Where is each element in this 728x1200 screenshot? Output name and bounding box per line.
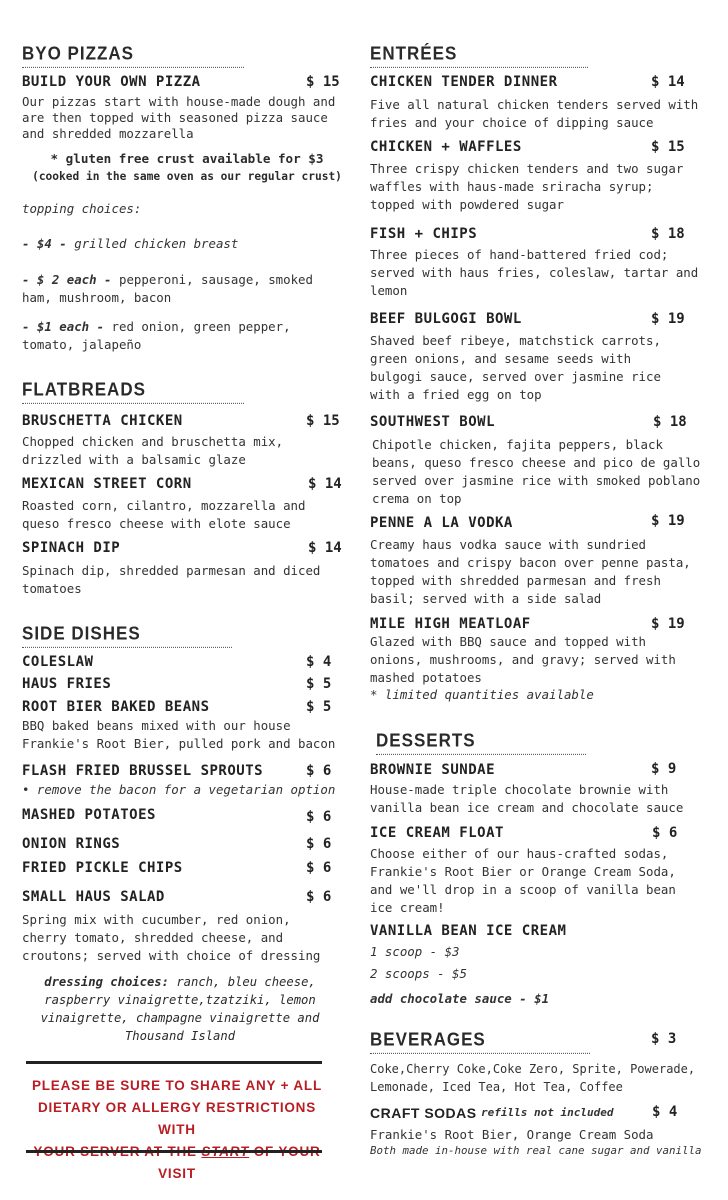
brownie-sundae-price: $ 9 — [651, 761, 677, 777]
bruschetta-chicken-name: BRUSCHETTA CHICKEN — [22, 413, 183, 429]
haus-salad-name: SMALL HAUS SALAD — [22, 889, 165, 905]
craft-sodas-desc: Frankie's Root Bier, Orange Cream Soda — [370, 1127, 654, 1142]
fish-chips-price: $ 18 — [651, 226, 685, 242]
byo-pizza-price: $ 15 — [306, 74, 340, 90]
notice-bottom-rule — [26, 1150, 322, 1153]
southwest-bowl-desc: Chipotle chicken, fajita peppers, black beans, queso fresco cheese and pico de gallo served over jasmine rice with smoked poblano crema on top — [372, 437, 701, 506]
street-corn-desc: Roasted corn, cilantro, mozzarella and queso fresco cheese with elote sauce — [22, 498, 306, 531]
gluten-free-oven-note: (cooked in the same oven as our regular crust) — [32, 170, 342, 183]
topping-chicken-text: grilled chicken breast — [74, 236, 239, 251]
brownie-sundae-desc: House-made triple chocolate brownie with vanilla bean ice cream and chocolate sauce — [370, 782, 684, 815]
brussel-sprouts-price: $ 6 — [306, 763, 332, 779]
topping-veggies-text: red onion, green pepper, tomato, jalapeño — [22, 319, 291, 352]
topping-chicken-price: - $4 - — [22, 236, 67, 251]
baked-beans-desc: BBQ baked beans mixed with our house Frankie's Root Bier, pulled pork and bacon — [22, 718, 336, 751]
vanilla-bean-name: VANILLA BEAN ICE CREAM — [370, 923, 567, 939]
byo-pizzas-heading: BYO PIZZAS — [22, 43, 244, 68]
spinach-dip-desc: Spinach dip, shredded parmesan and diced tomatoes — [22, 563, 321, 596]
street-corn-price: $ 14 — [308, 476, 342, 492]
topping-meats-text: pepperoni, sausage, smoked ham, mushroom, bacon — [22, 272, 313, 305]
allergy-notice-line2: DIETARY OR ALLERGY RESTRICTIONS WITH — [37, 1100, 317, 1137]
byo-pizza-name: BUILD YOUR OWN PIZZA — [22, 74, 201, 90]
craft-sodas-subnote: Both made in-house with real cane sugar and vanilla — [370, 1144, 702, 1157]
vanilla-two-scoops: 2 scoops - $5 — [370, 966, 467, 981]
haus-salad-price: $ 6 — [306, 889, 332, 905]
baked-beans-price: $ 5 — [306, 699, 332, 715]
dressing-choices-text: ranch, bleu cheese, raspberry vinaigrette,tzatziki, lemon vinaigrette, champagne vinaigrette and Thousand Island — [40, 975, 320, 1043]
southwest-bowl-name: SOUTHWEST BOWL — [370, 414, 496, 430]
tender-dinner-price: $ 14 — [651, 74, 685, 90]
brownie-sundae-name: BROWNIE SUNDAE — [370, 762, 496, 778]
spinach-dip-price: $ 14 — [308, 540, 342, 556]
dressing-choices — [30, 973, 330, 1045]
ice-cream-float-price: $ 6 — [652, 825, 678, 841]
topping-meats — [22, 271, 340, 307]
brussel-sprouts-name: FLASH FRIED BRUSSEL SPROUTS — [22, 763, 264, 779]
desserts-heading: DESSERTS — [376, 730, 586, 755]
mashed-potatoes-price: $ 6 — [306, 809, 332, 825]
side-dishes-heading: SIDE DISHES — [22, 623, 232, 648]
tender-dinner-desc: Five all natural chicken tenders served with fries and your choice of dipping sauce — [370, 97, 699, 130]
dressing-choices-label: dressing choices: — [44, 975, 169, 989]
coleslaw-name: COLESLAW — [22, 654, 94, 670]
allergy-notice-line3 — [22, 1141, 332, 1185]
topping-veggies-price: - $1 each - — [22, 319, 105, 334]
bulgogi-bowl-name: BEEF BULGOGI BOWL — [370, 311, 522, 327]
onion-rings-price: $ 6 — [306, 836, 332, 852]
meatloaf-desc: Glazed with BBQ sauce and topped with onions, mushrooms, and gravy; served with mashed potatoes — [370, 634, 676, 685]
allergy-notice — [22, 1075, 332, 1185]
allergy-notice-line1: PLEASE BE SURE TO SHARE ANY + ALL — [31, 1078, 323, 1093]
beverages-price: $ 3 — [651, 1031, 677, 1047]
pickle-chips-price: $ 6 — [306, 860, 332, 876]
chocolate-sauce-addon: add chocolate sauce - $1 — [370, 991, 550, 1006]
baked-beans-name: ROOT BIER BAKED BEANS — [22, 699, 210, 715]
bulgogi-bowl-price: $ 19 — [651, 311, 685, 327]
haus-fries-price: $ 5 — [306, 676, 332, 692]
craft-sodas-refill-note: refills not included — [481, 1106, 614, 1119]
onion-rings-name: ONION RINGS — [22, 836, 121, 852]
bulgogi-bowl-desc: Shaved beef ribeye, matchstick carrots, green onions, and sesame seeds with bulgogi sauce, served over jasmine rice with a fried egg on top — [370, 333, 661, 402]
beverages-desc: Coke,Cherry Coke,Coke Zero, Sprite, Powerade, Lemonade, Iced Tea, Hot Tea, Coffee — [370, 1062, 696, 1094]
tender-dinner-name: CHICKEN TENDER DINNER — [370, 74, 558, 90]
fish-chips-name: FISH + CHIPS — [370, 226, 478, 242]
craft-sodas-name: CRAFT SODAS — [370, 1105, 477, 1121]
entrees-heading: ENTRÉES — [370, 43, 588, 68]
meatloaf-name: MILE HIGH MEATLOAF — [370, 616, 531, 632]
pickle-chips-name: FRIED PICKLE CHIPS — [22, 860, 183, 876]
bruschetta-chicken-price: $ 15 — [306, 413, 340, 429]
penne-vodka-desc: Creamy haus vodka sauce with sundried tomatoes and crispy bacon over penne pasta, topped with shredded parmesan and fresh basil; served with a side salad — [370, 537, 691, 606]
penne-vodka-price: $ 19 — [651, 513, 685, 529]
fish-chips-desc: Three pieces of hand-battered fried cod; served with haus fries, coleslaw, tartar and lemon — [370, 247, 699, 298]
haus-salad-desc: Spring mix with cucumber, red onion, cherry tomato, shredded cheese, and croutons; served with choice of dressing — [22, 912, 321, 963]
brussel-sprouts-note: • remove the bacon for a vegetarian option — [22, 782, 336, 797]
mashed-potatoes-name: MASHED POTATOES — [22, 807, 156, 823]
ice-cream-float-desc: Choose either of our haus-crafted sodas, Frankie's Root Bier or Orange Cream Soda, and we'll drop in a scoop of vanilla bean ice cream! — [370, 846, 676, 915]
topping-meats-price: - $ 2 each - — [22, 272, 112, 287]
meatloaf-note: * limited quantities available — [370, 687, 594, 702]
byo-pizza-desc: Our pizzas start with house-made dough and are then topped with seasoned pizza sauce and shredded mozzarella — [22, 94, 336, 141]
gluten-free-note: * gluten free crust available for $3 — [50, 151, 324, 166]
southwest-bowl-price: $ 18 — [653, 414, 687, 430]
flatbreads-heading: FLATBREADS — [22, 379, 244, 404]
haus-fries-name: HAUS FRIES — [22, 676, 112, 692]
chicken-waffles-price: $ 15 — [651, 139, 685, 155]
penne-vodka-name: PENNE A LA VODKA — [370, 515, 513, 531]
street-corn-name: MEXICAN STREET CORN — [22, 476, 192, 492]
chicken-waffles-desc: Three crispy chicken tenders and two sugar waffles with haus-made sriracha syrup; topped with powdered sugar — [370, 161, 684, 212]
notice-top-rule — [26, 1061, 322, 1064]
ice-cream-float-name: ICE CREAM FLOAT — [370, 825, 504, 841]
topping-veggies — [22, 318, 322, 354]
chicken-waffles-name: CHICKEN + WAFFLES — [370, 139, 522, 155]
allergy-notice-line3-c: VISIT — [158, 1166, 196, 1181]
topping-choices-label: topping choices: — [22, 201, 142, 216]
beverages-heading: BEVERAGES — [370, 1029, 590, 1054]
bruschetta-chicken-desc: Chopped chicken and bruschetta mix, drizzled with a balsamic glaze — [22, 434, 284, 467]
vanilla-one-scoop: 1 scoop - $3 — [370, 944, 460, 959]
coleslaw-price: $ 4 — [306, 654, 332, 670]
topping-chicken — [22, 235, 340, 253]
spinach-dip-name: SPINACH DIP — [22, 540, 121, 556]
meatloaf-price: $ 19 — [651, 616, 685, 632]
craft-sodas-price: $ 4 — [652, 1104, 678, 1120]
